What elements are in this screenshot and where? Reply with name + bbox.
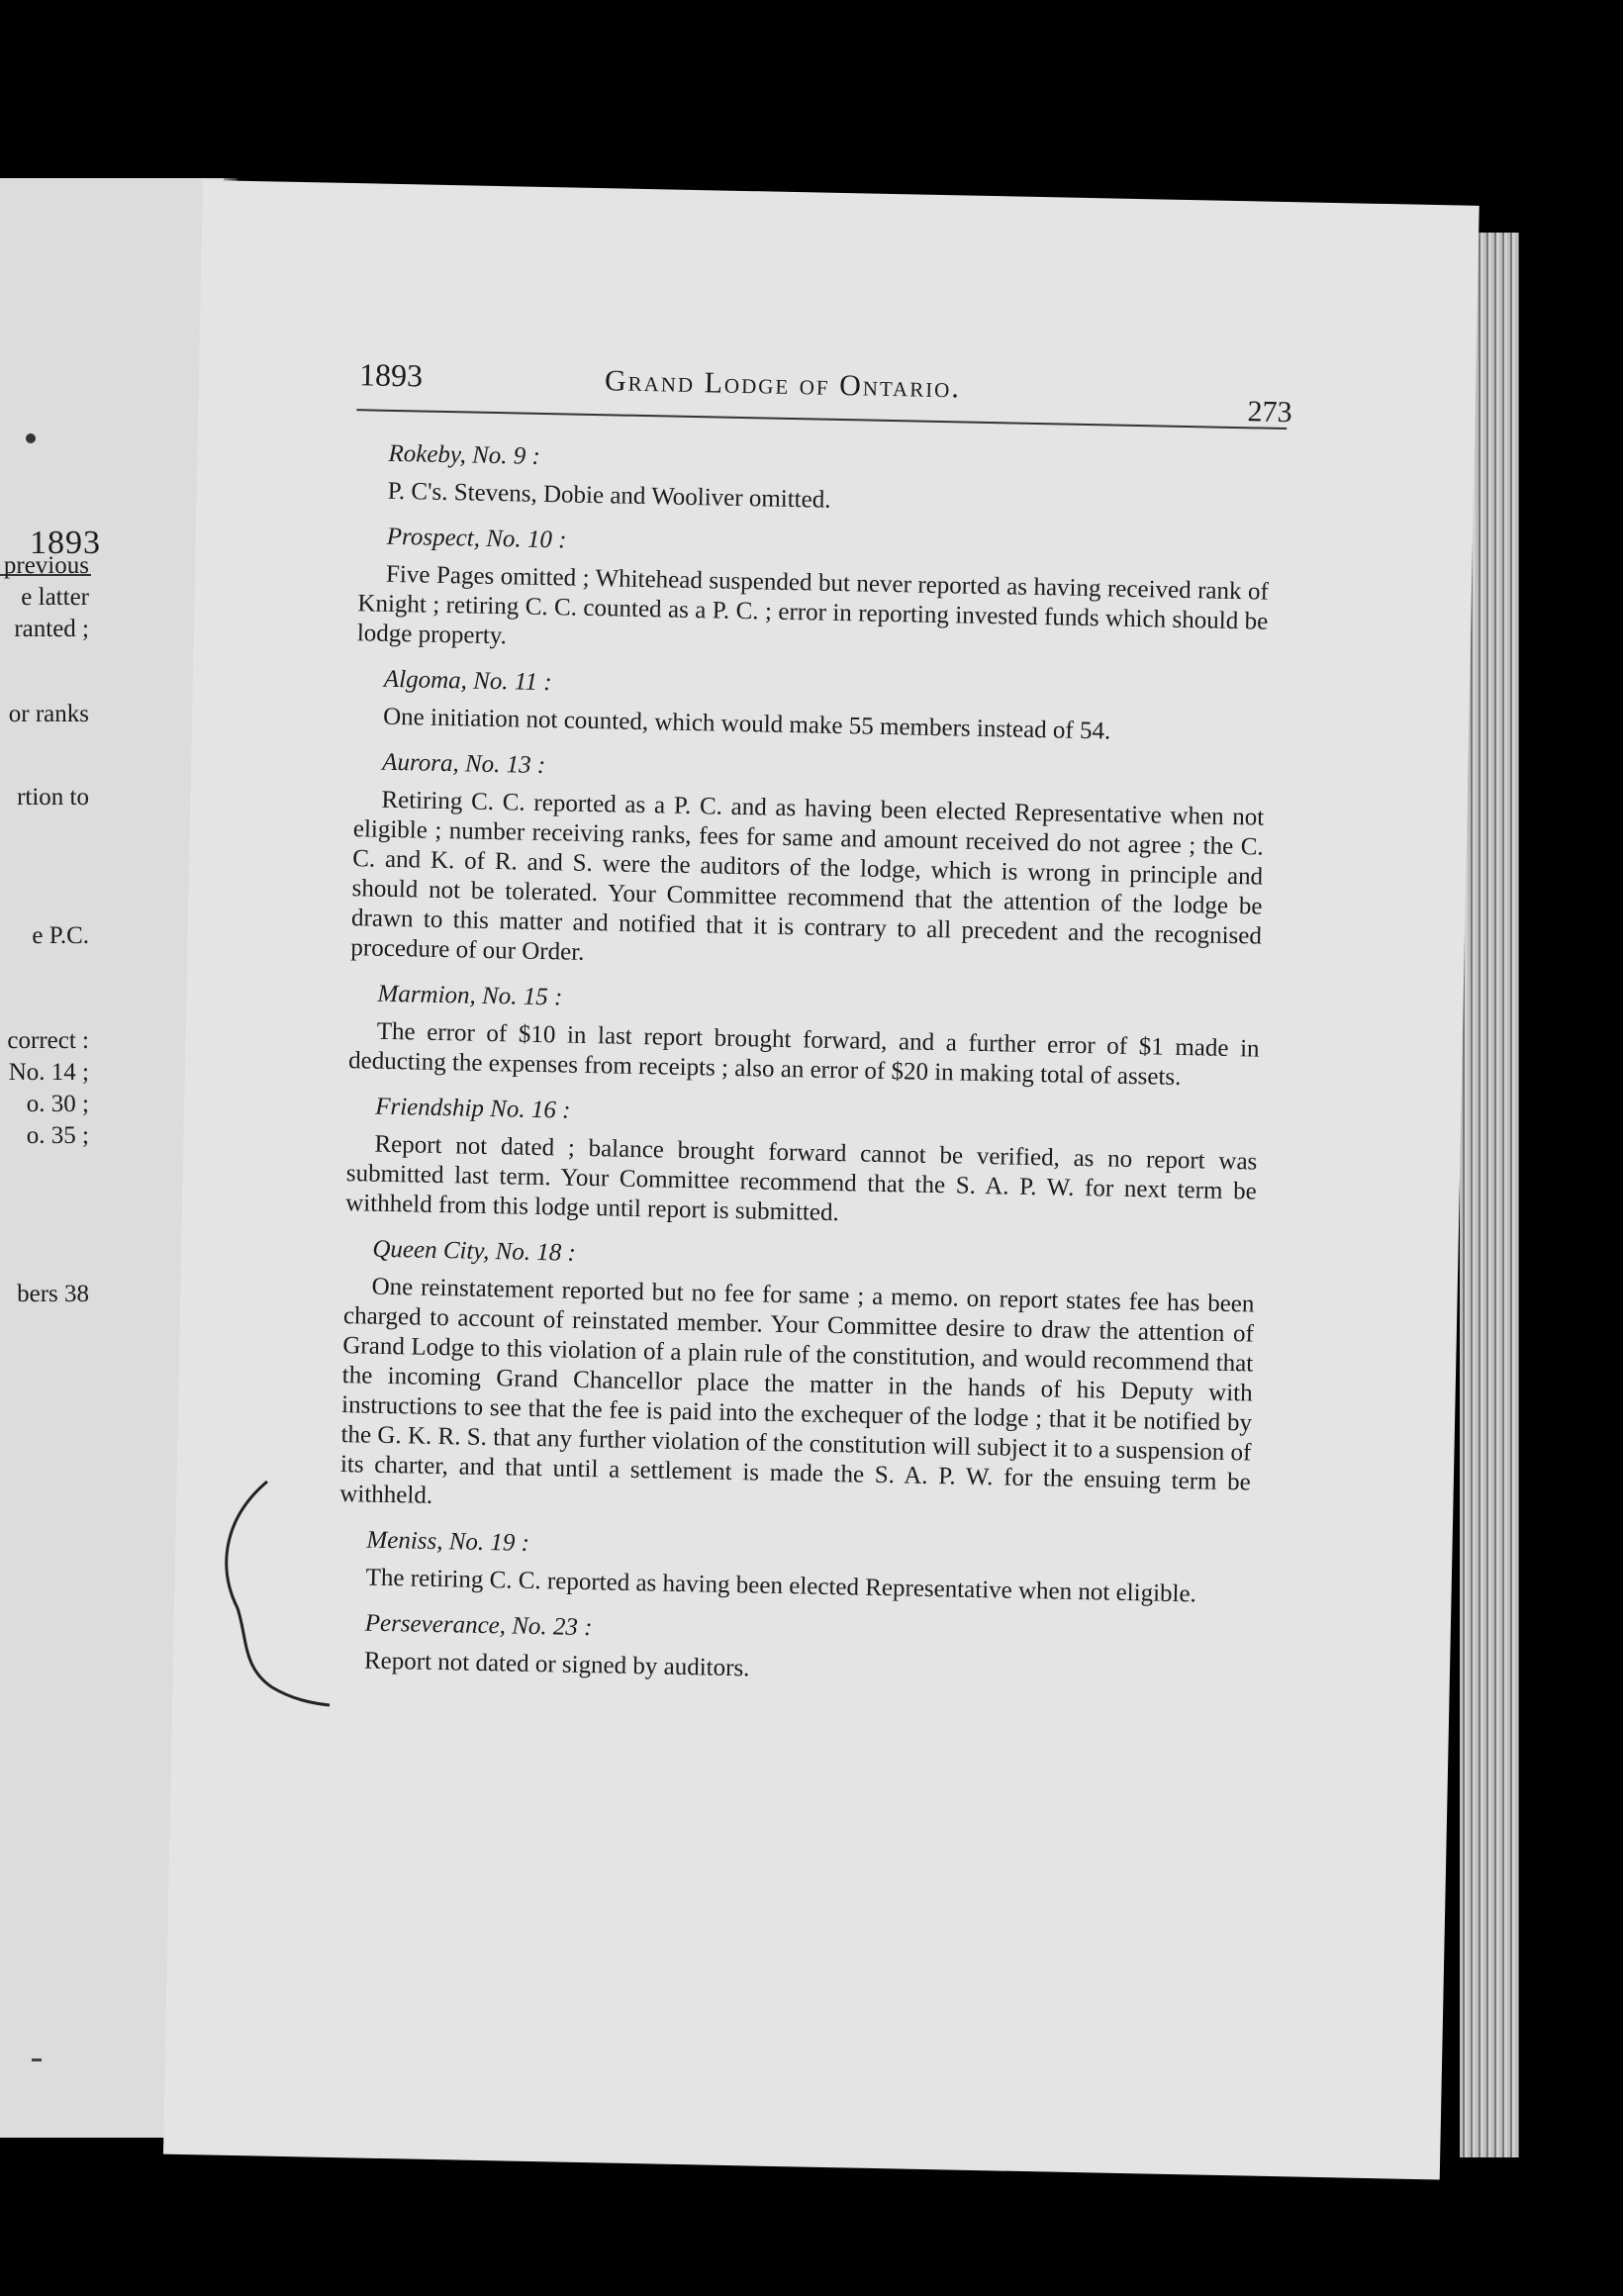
lodge-heading: Prospect, No. 10 : [386,523,567,554]
running-title: Grand Lodge of Ontario. [604,364,962,405]
ink-spot [26,433,36,443]
left-fragment: bers 38 [17,1281,89,1307]
header-rule [356,409,1287,430]
lodge-heading: Aurora, No. 13 : [381,748,546,780]
ink-mark [32,2058,42,2061]
lodge-report: The retiring C. C. reported as having been elected Representative when not eligible. [365,1564,1197,1608]
main-page [163,180,1480,2179]
lodge-report: One initiation not counted, which would make 55 members instead of 54. [382,703,1111,745]
left-fragment: previous [3,552,89,579]
lodge-report: Retiring C. C. reported as a P. C. and as having been elected Representative when not eligible ; number receiving ranks, fees for same and amount received do not agree ; the C. C. and K. of R. and S. were the auditors of the lodge, which is wrong in principle and should not be tolerated. Your Committee recommend that the attention of the lodge be drawn to this matter and notified that it is contrary to all precedent and the recognised procedure of our Order. [350,786,1265,966]
left-fragment: or ranks [8,701,89,727]
header-year: 1893 [358,356,424,394]
left-fragment: rtion to [17,784,89,811]
lodge-heading: Marmion, No. 15 : [377,980,563,1011]
handwritten-bracket [213,1480,332,1717]
page-number: 273 [1247,395,1292,430]
lodge-report: Report not dated ; balance brought forward cannot be verified, as no report was submitted last term. Your Committee recommend that the S. A. P. W. for next term be withheld from this lodge until report is submitted. [345,1130,1258,1227]
lodge-heading: Meniss, No. 19 : [366,1526,530,1557]
lodge-heading: Algoma, No. 11 : [383,665,552,697]
lodge-heading: Friendship No. 16 : [374,1093,571,1124]
page-body [335,438,1271,1709]
lodge-report: One reinstatement reported but no fee for same ; a memo. on report states fee has been charged to account of reinstated member. Your Committee desire to draw the attention of Grand Lodge to this violation of a plain rule of the constitution, and would recommend that the incoming Grand Chancellor place the matter in the hands of his Deputy with instructions to see that the fee is paid into the exchequer of the lodge ; that it be notified by the G. K. R. S. that any further violation of the constitution will subject it to a suspension of its charter, and that until a settlement is made the S. A. P. W. for the ensuing term be withheld. [339,1273,1255,1509]
lodge-heading: Perseverance, No. 23 : [364,1609,593,1642]
left-fragment: correct : [7,1027,89,1054]
left-fragment: e P.C. [32,922,89,949]
left-fragment: o. 35 ; [26,1122,89,1149]
lodge-report: Report not dated or signed by auditors. [363,1647,750,1682]
lodge-heading: Rokeby, No. 9 : [388,439,541,470]
left-page-year: 1893 [30,525,101,561]
lodge-report: The error of $10 in last report brought forward, and a further error of $1 made in deducting the expenses from receipts ; also an error of $20 in making total of assets. [347,1017,1260,1092]
lodge-report: P. C's. Stevens, Dobie and Wooliver omitted. [387,477,831,514]
lodge-report: Five Pages omitted ; Whitehead suspended but never reported as having received rank of Knight ; retiring C. C. counted as a P. C. ; error in reporting invested funds which should be lodge property. [356,560,1270,650]
left-fragment: e latter [21,584,89,611]
lodge-heading: Queen City, No. 18 : [372,1235,577,1267]
left-fragment: o. 30 ; [26,1091,89,1117]
left-fragment: ranted ; [14,616,89,642]
left-fragment: No. 14 ; [8,1059,89,1086]
